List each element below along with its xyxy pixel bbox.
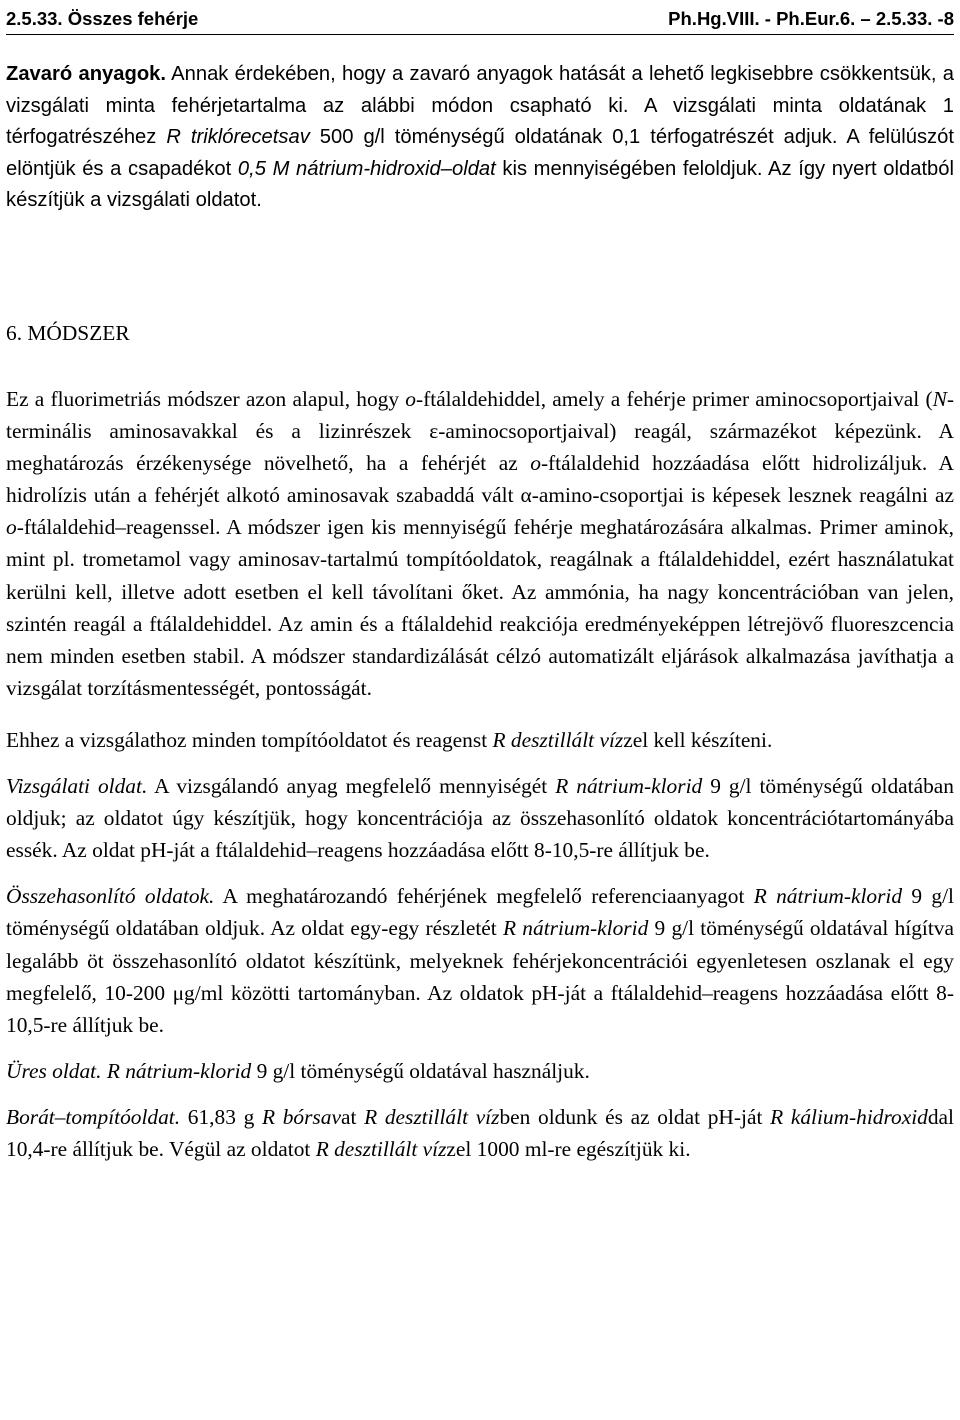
text-run: 9 g/l töménységű oldatával használjuk. — [251, 1058, 590, 1083]
borate-buffer-title: Borát–tompítóoldat. — [6, 1104, 181, 1129]
test-solution-title: Vizsgálati oldat. — [6, 774, 148, 799]
reagent-name: R nátrium-klorid — [502, 916, 649, 941]
reagent-name: R nátrium-klorid — [555, 774, 703, 799]
text-run: -ftálaldehid hozzáadása előtt hidrolizáljuk. A hidrolízis után a fehérjét alkotó aminosavak szabaddá vált α-amino-csoportjai is képesek lesznek reagálni az — [6, 451, 954, 508]
text-run: 500 g/l töménységű oldatának 0,1 térfogatrészét adjuk. A felülúszót elöntjük és a csapadékot — [6, 126, 954, 180]
italic-prefix: o — [405, 387, 416, 411]
text-run: ben oldunk és az oldat pH-ját — [499, 1104, 771, 1129]
reagent-name: R triklórecetsav — [166, 126, 310, 148]
reagent-name: R bórsav — [261, 1104, 341, 1129]
header-section-title: 2.5.33. Összes fehérje — [6, 8, 199, 29]
italic-prefix: N — [932, 387, 947, 411]
text-run: A vizsgálandó anyag megfelelő mennyiségét — [147, 774, 556, 799]
text-run: Ez a fluorimetriás módszer azon alapul, hogy — [6, 387, 406, 411]
reagent-name: R nátrium-klorid — [753, 884, 903, 909]
interferences-title: Zavaró anyagok. — [6, 63, 166, 85]
method-section — [6, 383, 954, 1165]
text-run: 61,83 g — [180, 1104, 262, 1129]
document-page — [6, 0, 954, 1161]
text-run: Annak érdekében, hogy a zavaró anyagok hatását a lehető legkisebbre csökkentsük, a vizsgálati minta fehérjetartalma az alábbi módon csapható ki. A vizsgálati minta oldatának 1 térfogatrészéhez — [6, 63, 954, 148]
reagent-name: 0,5 M nátrium-hidroxid–oldat — [237, 157, 496, 180]
reagent-name: R desztillált víz — [492, 727, 624, 752]
borate-buffer-paragraph — [6, 1101, 954, 1165]
blank-solution-paragraph — [6, 1055, 954, 1087]
text-run: zel kell készíteni. — [623, 727, 773, 752]
method-intro-paragraph — [6, 383, 954, 704]
blank-solution-title: Üres oldat. — [6, 1058, 102, 1083]
text-run: A meghatározandó fehérjének megfelelő referenciaanyagot — [214, 884, 754, 909]
italic-prefix: o — [530, 451, 541, 476]
text-run: 9 g/l töménységű oldatával hígítva legalább öt összehasonlító oldatot készítünk, melyeknek fehérjekoncentrációi egyenletesen oszlanak el egy megfelelő, 10-200 μg/ml közötti tartományban. Az oldatok pH-ját a ftálaldehid–reagens hozzáadása előtt 8-10,5-re állítjuk be. — [6, 916, 954, 1037]
water-paragraph — [6, 724, 954, 756]
reagent-name: R nátrium-klorid — [106, 1058, 252, 1083]
test-solution-paragraph — [6, 770, 954, 866]
interferences-paragraph — [6, 59, 954, 217]
text-run: -ftálaldehiddel, amely a fehérje primer aminocsoportjaival ( — [416, 387, 933, 411]
reagent-name: R kálium-hidroxid — [770, 1104, 928, 1129]
reagent-name: R desztillált víz — [364, 1104, 500, 1129]
reference-solutions-title: Összehasonlító oldatok. — [6, 884, 215, 909]
italic-prefix: o — [6, 515, 17, 540]
text-run: -terminális aminosavakkal és a lizinrészek ε-aminocsoportjaival) reagál, származékot képezünk. A meghatározás érzékenysége növelhető, ha a fehérjét az — [6, 387, 954, 476]
text-run: zel 1000 ml-re egészítjük ki. — [446, 1136, 691, 1161]
page-header — [6, 0, 954, 35]
method-heading: 6. MÓDSZER — [6, 321, 130, 345]
text-run: kis mennyiségében feloldjuk. Az így nyert oldatból készítjük a vizsgálati oldatot. — [6, 157, 954, 211]
reference-solutions-paragraph — [6, 880, 954, 1040]
text-run: at — [340, 1104, 365, 1129]
text-run: 9 g/l töménységű oldatában oldjuk; az oldatot úgy készítjük, hogy koncentrációja az összehasonlító oldatok koncentrációtartományába essék. Az oldat pH-ját a ftálaldehid–reagens hozzáadása előtt 8-10,5-re állítjuk be. — [6, 774, 954, 863]
reagent-name: R desztillált víz — [315, 1136, 447, 1161]
header-pharmacopoeia-reference: Ph.Hg.VIII. - Ph.Eur.6. – 2.5.33. -8 — [668, 8, 954, 29]
text-run: 9 g/l töménységű oldatában oldjuk. Az oldat egy-egy részletét — [6, 884, 954, 941]
text-run: -ftálaldehid–reagenssel. A módszer igen kis mennyiségű fehérje meghatározására alkalmas. Primer aminok, mint pl. trometamol vagy aminosav-tartalmú tompítóoldatok, reagálnak a ftálaldehiddel, ezért használatukat kerülni kell, illetve adott esetben el kell távolítani őket. Az ammónia, ha nagy koncentrációban van jelen, szintén reagál a ftálaldehiddel. Az amin és a ftálaldehid reakciója eredményeképpen létrejövő fluoreszcencia nem minden esetben stabil. A módszer standardizálását célzó automatizált eljárások alkalmazása javíthatja a vizsgálat torzításmentességét, pontosságát. — [6, 515, 954, 700]
text-run: Ehhez a vizsgálathoz minden tompítóoldatot és reagenst — [6, 727, 493, 752]
text-run: dal 10,4-re állítjuk be. Végül az oldatot — [6, 1104, 954, 1161]
